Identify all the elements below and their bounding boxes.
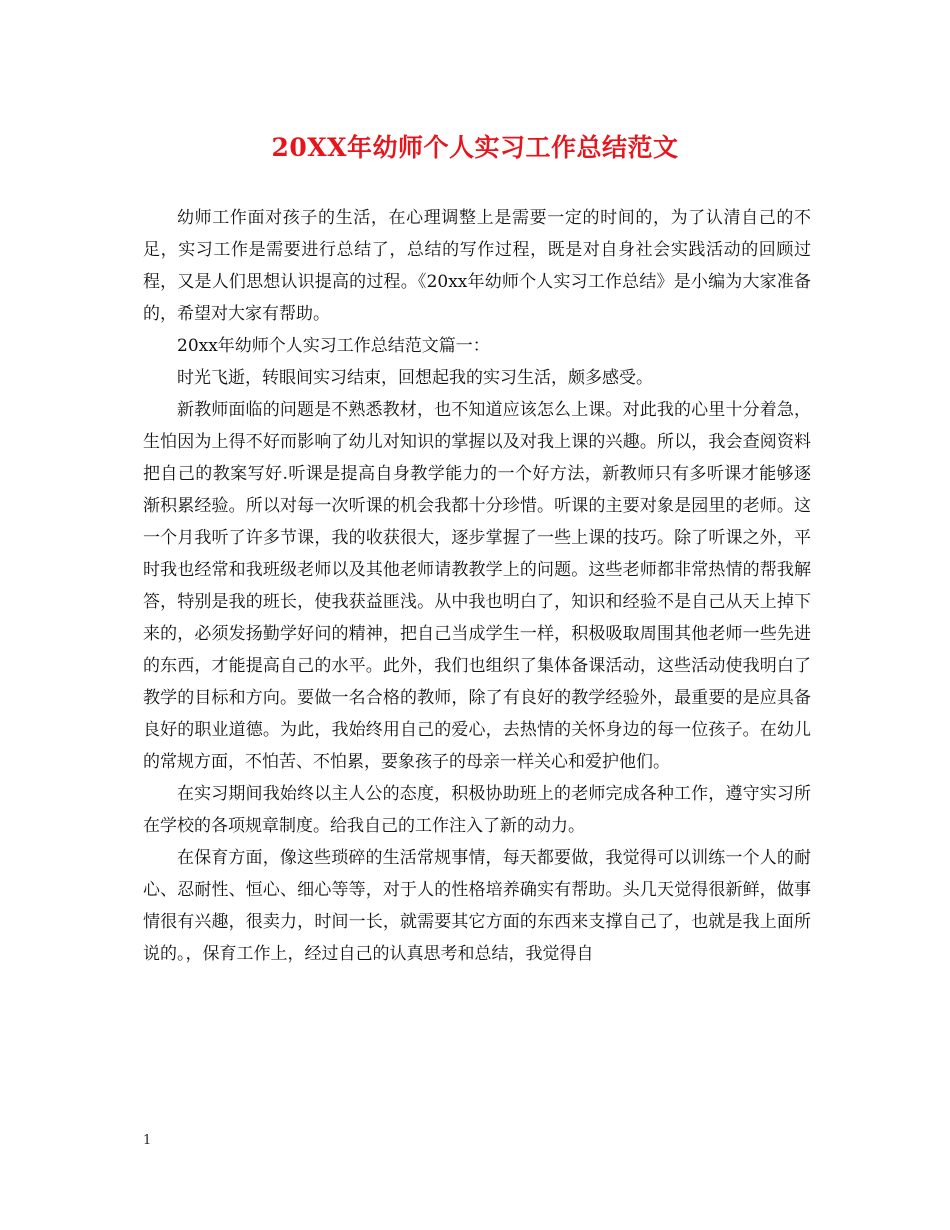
document-title: 20XX年幼师个人实习工作总结范文	[271, 133, 679, 162]
paragraph-intro: 幼师工作面对孩子的生活，在心理调整上是需要一定的时间的，为了认清自己的不足，实习工作是需要进行总结了，总结的写作过程，既是对自身社会实践活动的回顾过程，又是人们思想认识提高的过程。《20xx年幼师个人实习工作总结》是小编为大家准备的，希望对大家有帮助。	[143, 208, 811, 324]
page-number: 1	[143, 1133, 152, 1148]
paragraph-attitude: 在实习期间我始终以主人公的态度，积极协助班上的老师完成各种工作，遵守实习所在学校的各项规章制度。给我自己的工作注入了新的动力。	[143, 784, 811, 836]
paragraph-care: 在保育方面，像这些琐碎的生活常规事情，每天都要做，我觉得可以训练一个人的耐心、忍耐性、恒心、细心等等，对于人的性格培养确实有帮助。头几天觉得很新鲜，做事情很有兴趣，很卖力，时间一长，就需要其它方面的东西来支撑自己了，也就是我上面所说的。，保育工作上，经过自己的认真思考和总结，我觉得自	[143, 848, 811, 964]
paragraph-section-heading: 20xx年幼师个人实习工作总结范文篇一：	[177, 336, 490, 356]
paragraph-teaching: 新教师面临的问题是不熟悉教材，也不知道应该怎么上课。对此我的心里十分着急，生怕因为上得不好而影响了幼儿对知识的掌握以及对我上课的兴趣。所以，我会查阅资料把自己的教案写好.听课是提高自身教学能力的一个好方法，新教师只有多听课才能够逐渐积累经验。所以对每一次听课的机会我都十分珍惜。听课的主要对象是园里的老师。这一个月我听了许多节课，我的收获很大，逐步掌握了一些上课的技巧。除了听课之外，平时我也经常和我班级老师以及其他老师请教教学上的问题。这些老师都非常热情的帮我解答，特别是我的班长，使我获益匪浅。从中我也明白了，知识和经验不是自己从天上掉下来的，必须发扬勤学好问的精神，把自己当成学生一样，积极吸取周围其他老师一些先进的东西，才能提高自己的水平。此外，我们也组织了集体备课活动，这些活动使我明白了教学的目标和方向。要做一名合格的教师，除了有良好的教学经验外，最重要的是应具备良好的职业道德。为此，我始终用自己的爱心，去热情的关怀身边的每一位孩子。在幼儿的常规方面，不怕苦、不怕累，要象孩子的母亲一样关心和爱护他们。	[143, 400, 811, 772]
document-body	[143, 202, 811, 970]
paragraph-opening: 时光飞逝，转眼间实习结束，回想起我的实习生活，颇多感受。	[177, 368, 653, 388]
